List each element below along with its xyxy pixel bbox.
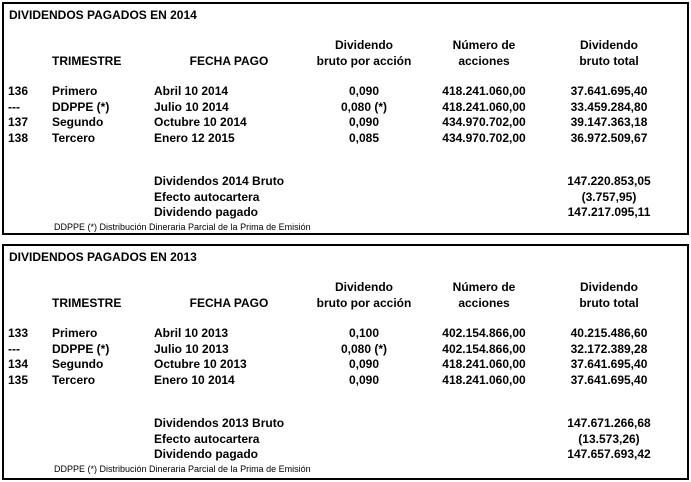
summary-label: Dividendos 2013 Bruto bbox=[154, 416, 285, 430]
header-dividendo-line1: Dividendo bbox=[334, 38, 393, 52]
summary-value: 147.671.266,68 bbox=[567, 416, 651, 430]
row-dividendo-por-accion: 0,090 bbox=[348, 84, 380, 98]
row-fecha-pago: Enero 12 2015 bbox=[154, 130, 235, 145]
row-dividendo-por-accion: 0,080 (*) bbox=[340, 99, 388, 114]
section-title: DIVIDENDOS PAGADOS EN 2013 bbox=[9, 250, 197, 264]
row-fecha-pago: Enero 10 2014 bbox=[154, 372, 235, 387]
header-numero-line1: Número de bbox=[452, 38, 516, 52]
header-dividendo-line2: bruto por acción bbox=[316, 54, 412, 68]
row-number: 138 bbox=[8, 130, 29, 145]
row-numero-acciones: 434.970.702,00 bbox=[442, 115, 526, 129]
row-fecha-pago: Octubre 10 2013 bbox=[154, 357, 247, 371]
row-trimestre: DDPPE (*) bbox=[52, 341, 110, 356]
header-numero-line2: acciones bbox=[458, 54, 510, 68]
row-numero-acciones: 418.241.060,00 bbox=[442, 357, 526, 371]
row-numero-acciones: 434.970.702,00 bbox=[442, 130, 526, 145]
row-dividendo-total: 36.972.509,67 bbox=[570, 130, 648, 145]
row-numero-acciones: 402.154.866,00 bbox=[442, 326, 526, 340]
header-trimestre: TRIMESTRE bbox=[52, 54, 122, 68]
header-total-line1: Dividendo bbox=[579, 38, 638, 52]
dividend-table-2014 bbox=[2, 2, 689, 235]
row-numero-acciones: 418.241.060,00 bbox=[442, 99, 526, 114]
summary-label: Dividendo pagado bbox=[154, 447, 259, 461]
summary-label: Efecto autocartera bbox=[154, 431, 260, 446]
row-dividendo-total: 40.215.486,60 bbox=[570, 326, 648, 340]
header-numero-line2: acciones bbox=[458, 296, 510, 310]
footnote: DDPPE (*) Distribución Dineraria Parcial de la Prima de Emisión bbox=[54, 222, 311, 232]
summary-value: (3.757,95) bbox=[581, 189, 637, 204]
row-numero-acciones: 418.241.060,00 bbox=[442, 372, 526, 387]
row-fecha-pago: Abril 10 2013 bbox=[154, 326, 229, 340]
row-trimestre: Tercero bbox=[52, 130, 96, 145]
row-dividendo-total: 37.641.695,40 bbox=[570, 357, 648, 371]
row-trimestre: DDPPE (*) bbox=[52, 99, 110, 114]
header-dividendo-line1: Dividendo bbox=[334, 280, 393, 294]
summary-value: 147.657.693,42 bbox=[567, 447, 651, 461]
row-dividendo-por-accion: 0,100 bbox=[348, 326, 380, 340]
header-total-line2: bruto total bbox=[579, 296, 639, 310]
summary-label: Dividendo pagado bbox=[154, 205, 259, 219]
row-number: 136 bbox=[8, 84, 29, 98]
summary-label: Efecto autocartera bbox=[154, 189, 260, 204]
row-trimestre: Primero bbox=[52, 326, 98, 340]
row-number: 135 bbox=[8, 372, 29, 387]
row-dividendo-total: 39.147.363,18 bbox=[570, 115, 648, 129]
row-dividendo-total: 32.172.389,28 bbox=[570, 341, 648, 356]
summary-value: 147.220.853,05 bbox=[567, 174, 651, 188]
header-trimestre: TRIMESTRE bbox=[52, 296, 122, 310]
header-fecha-pago: FECHA PAGO bbox=[189, 54, 269, 68]
row-number: 137 bbox=[8, 115, 29, 129]
header-dividendo-line2: bruto por acción bbox=[316, 296, 412, 310]
header-fecha-pago: FECHA PAGO bbox=[189, 296, 269, 310]
row-dividendo-por-accion: 0,090 bbox=[348, 372, 380, 387]
row-trimestre: Segundo bbox=[52, 115, 104, 129]
summary-value: 147.217.095,11 bbox=[567, 205, 651, 219]
row-number: --- bbox=[8, 99, 20, 114]
row-dividendo-total: 33.459.284,80 bbox=[570, 99, 648, 114]
row-trimestre: Primero bbox=[52, 84, 98, 98]
row-numero-acciones: 418.241.060,00 bbox=[442, 84, 526, 98]
row-dividendo-total: 37.641.695,40 bbox=[570, 84, 648, 98]
row-numero-acciones: 402.154.866,00 bbox=[442, 341, 526, 356]
row-fecha-pago: Abril 10 2014 bbox=[154, 84, 229, 98]
row-trimestre: Tercero bbox=[52, 372, 96, 387]
row-dividendo-por-accion: 0,080 (*) bbox=[340, 341, 388, 356]
row-dividendo-total: 37.641.695,40 bbox=[570, 372, 648, 387]
header-total-line1: Dividendo bbox=[579, 280, 638, 294]
row-fecha-pago: Octubre 10 2014 bbox=[154, 115, 247, 129]
row-trimestre: Segundo bbox=[52, 357, 104, 371]
row-number: --- bbox=[8, 341, 20, 356]
section-title: DIVIDENDOS PAGADOS EN 2014 bbox=[9, 8, 197, 22]
header-numero-line1: Número de bbox=[452, 280, 516, 294]
row-dividendo-por-accion: 0,085 bbox=[348, 130, 380, 145]
row-fecha-pago: Julio 10 2014 bbox=[154, 99, 229, 114]
row-fecha-pago: Julio 10 2013 bbox=[154, 341, 229, 356]
summary-label: Dividendos 2014 Bruto bbox=[154, 174, 285, 188]
row-number: 134 bbox=[8, 357, 29, 371]
summary-value: (13.573,26) bbox=[578, 431, 640, 446]
row-dividendo-por-accion: 0,090 bbox=[348, 357, 380, 371]
header-total-line2: bruto total bbox=[579, 54, 639, 68]
dividend-table-2013 bbox=[2, 244, 689, 480]
footnote: DDPPE (*) Distribución Dineraria Parcial de la Prima de Emisión bbox=[54, 464, 311, 474]
row-dividendo-por-accion: 0,090 bbox=[348, 115, 380, 129]
row-number: 133 bbox=[8, 326, 29, 340]
